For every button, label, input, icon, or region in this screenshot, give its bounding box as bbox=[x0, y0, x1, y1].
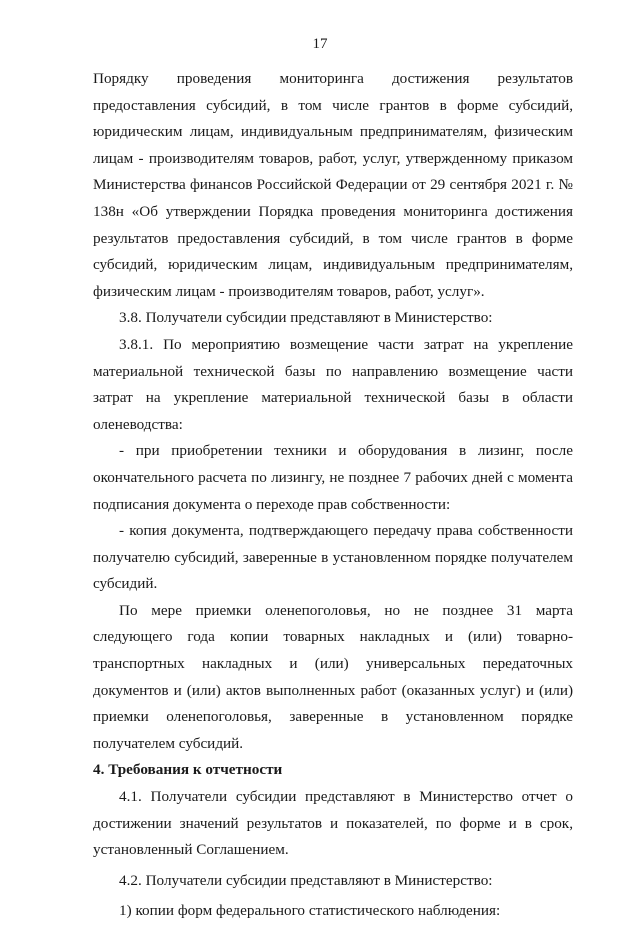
paragraph-reindeer-acceptance: По мере приемки оленепоголовья, но не позднее 31 марта следующего года копии товарных накладных и (или) товарно-транспортных накладных и (или) универсальных передаточных документов и (или) актов выполненных работ (оказанных услуг) и (или) приемки оленепоголовья, заверенные в установленном порядке получателем субсидий. bbox=[93, 601, 573, 752]
section-heading-reporting: 4. Требования к отчетности bbox=[93, 761, 283, 779]
list-item-leasing: - при приобретении техники и оборудования в лизинг, после окончательного расчета по лизингу, не позднее 7 рабочих дней с момента подписания документа о переходе прав собственности: bbox=[93, 442, 573, 513]
document-body bbox=[93, 66, 573, 925]
list-item-ownership-document: - копия документа, подтверждающего передачу права собственности получателю субсидий, заверенные в установленном порядке получателем субсидий. bbox=[93, 522, 573, 593]
paragraph-4-1: 4.1. Получатели субсидии представляют в Министерство отчет о достижении значений результатов и показателей, по форме и в срок, установленный Соглашением. bbox=[93, 788, 573, 859]
paragraph-order-reference: Порядку проведения мониторинга достижения результатов предоставления субсидий, в том числе грантов в форме субсидий, юридическим лицам, индивидуальным предпринимателям, физическим лицам - производителям товаров, работ, услуг, утвержденному приказом Министерства финансов Российской Федерации от 29 сентября 2021 г. № 138н «Об утверждении Порядка проведения мониторинга достижения результатов предоставления субсидий, в том числе грантов в форме субсидий, юридическим лицам, индивидуальным предпринимателям, физическим лицам - производителям товаров, работ, услуг». bbox=[93, 70, 573, 300]
paragraph-3-8: 3.8. Получатели субсидии представляют в Министерство: bbox=[119, 309, 493, 327]
paragraph-4-2: 4.2. Получатели субсидии представляют в Министерство: bbox=[119, 871, 493, 889]
paragraph-3-8-1: 3.8.1. По мероприятию возмещение части затрат на укрепление материальной технической базы по направлению возмещение части затрат на укрепление материальной технической базы в области оленеводства: bbox=[93, 335, 573, 433]
page-number: 17 bbox=[312, 36, 328, 52]
list-item-statistical-forms: 1) копии форм федерального статистического наблюдения: bbox=[119, 902, 501, 920]
